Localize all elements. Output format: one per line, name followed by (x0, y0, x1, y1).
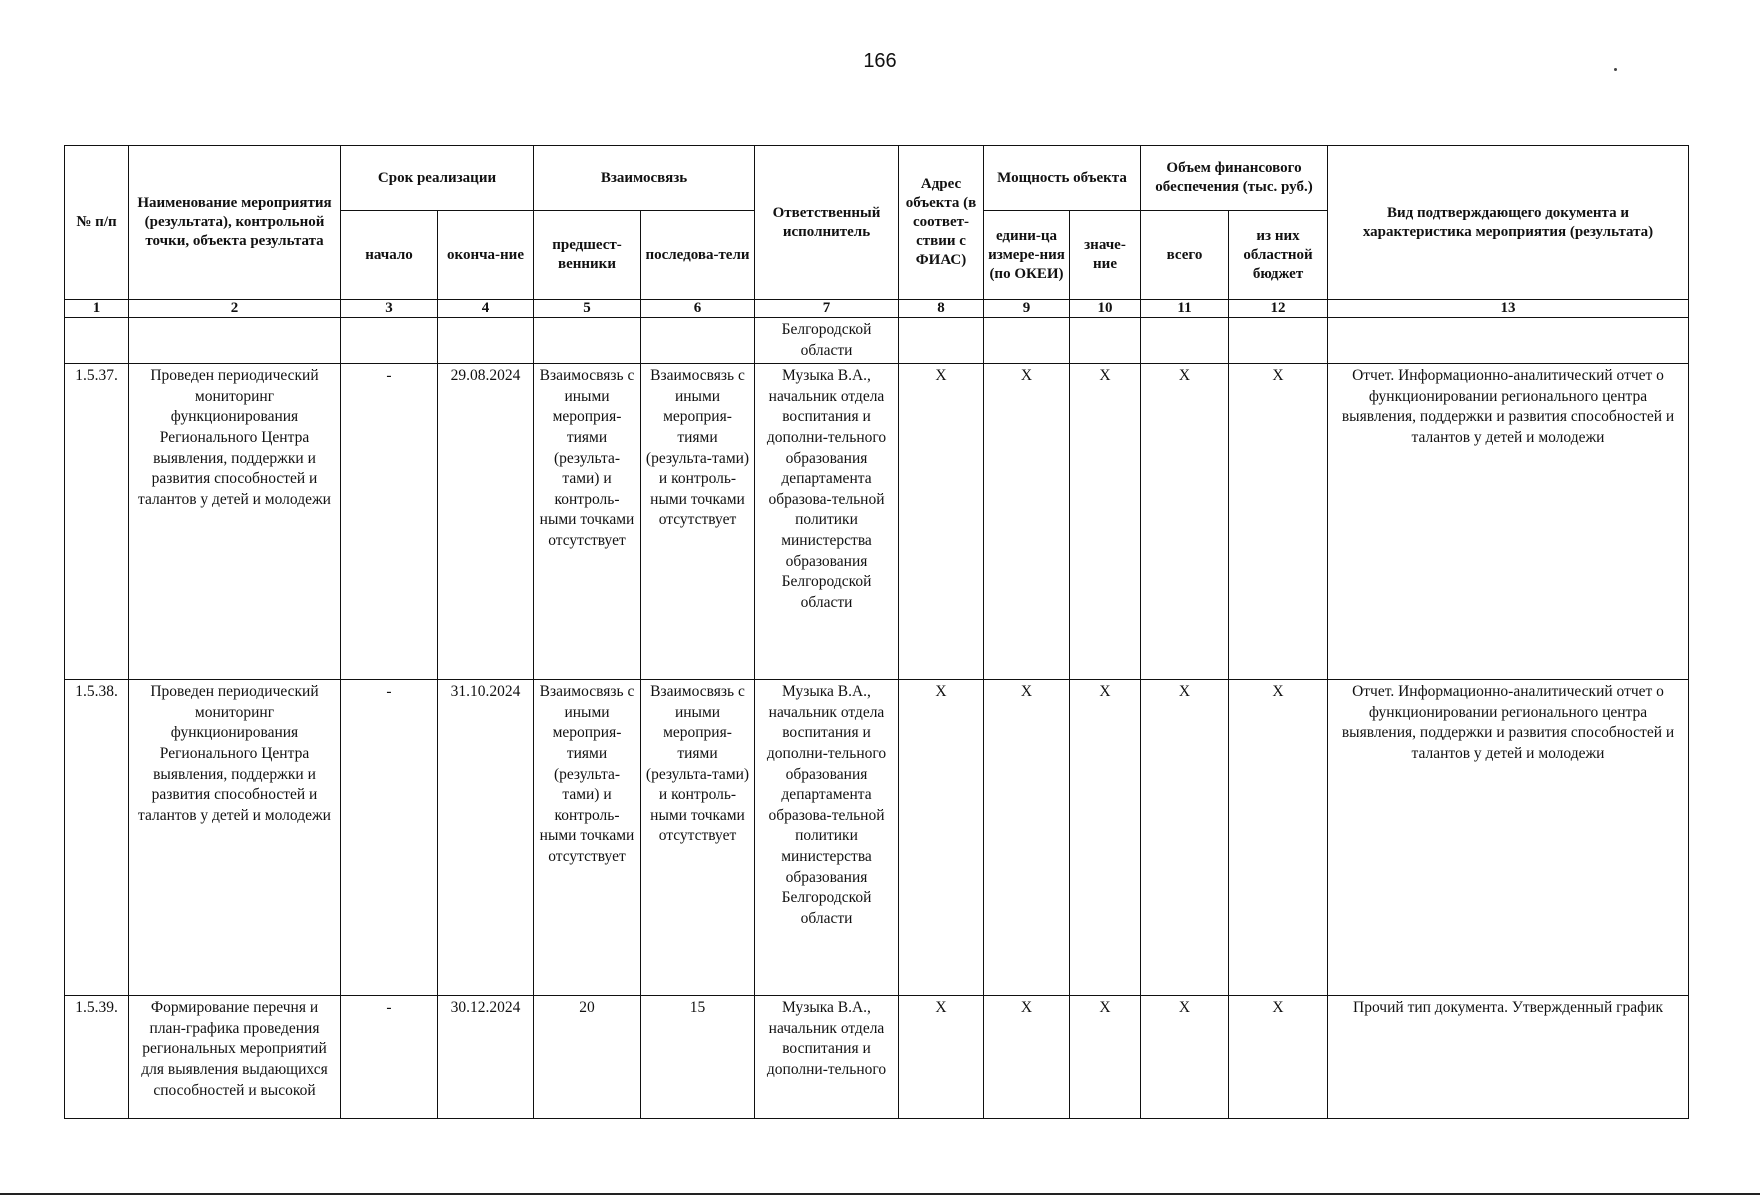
header-regional: из них областной бюджет (1229, 211, 1328, 300)
cell-predecessors: 20 (534, 996, 641, 1119)
cell-end: 31.10.2024 (438, 680, 534, 996)
header-total: всего (1141, 211, 1229, 300)
header-doc-type: Вид подтверждающего документа и характеристика мероприятия (результата) (1328, 146, 1689, 300)
header-value: значе-ние (1070, 211, 1141, 300)
cell-end: 30.12.2024 (438, 996, 534, 1119)
header-finance: Объем финансового обеспечения (тыс. руб.) (1141, 146, 1328, 211)
cell-unit: Х (984, 996, 1070, 1119)
column-number: 6 (641, 300, 755, 318)
header-row-1 (65, 146, 1689, 211)
header-successors: последова-тели (641, 211, 755, 300)
column-number: 13 (1328, 300, 1689, 318)
column-number: 11 (1141, 300, 1229, 318)
cell-value: Х (1070, 680, 1141, 996)
header-term-end: оконча-ние (438, 211, 534, 300)
cell-total: Х (1141, 364, 1229, 680)
cell-responsible: Музыка В.А., начальник отдела воспитания и дополни-тельного образования департамента образова-тельной политики министерства образования Белгородской области (755, 680, 899, 996)
cell-responsible: Музыка В.А., начальник отдела воспитания и дополни-тельного (755, 996, 899, 1119)
cell-successors: 15 (641, 996, 755, 1119)
cell-regional: Х (1229, 680, 1328, 996)
column-number: 5 (534, 300, 641, 318)
column-number: 4 (438, 300, 534, 318)
column-number: 10 (1070, 300, 1141, 318)
bottom-rule (0, 1193, 1760, 1195)
cell-doc: Прочий тип документа. Утвержденный график (1328, 996, 1689, 1119)
cell-start: - (341, 364, 438, 680)
cell-address: Х (899, 996, 984, 1119)
cell-start: - (341, 680, 438, 996)
cell-unit: Х (984, 364, 1070, 680)
cell-responsible: Музыка В.А., начальник отдела воспитания и дополни-тельного образования департамента образова-тельной политики министерства образования Белгородской области (755, 364, 899, 680)
column-number: 12 (1229, 300, 1328, 318)
column-number: 3 (341, 300, 438, 318)
cell-total: Х (1141, 680, 1229, 996)
cell-end: 29.08.2024 (438, 364, 534, 680)
header-name: Наименование мероприятия (результата), контрольной точки, объекта результата (129, 146, 341, 300)
cell-successors: Взаимосвязь с иными мероприя-тиями (результа-тами) и контроль-ными точками отсутствует (641, 680, 755, 996)
column-number: 8 (899, 300, 984, 318)
plan-table (64, 145, 1689, 1119)
cell-address: Х (899, 364, 984, 680)
cell-unit: Х (984, 680, 1070, 996)
cell-name: Проведен периодический мониторинг функционирования Регионального Центра выявления, поддержки и развития способностей и талантов у детей и молодежи (129, 680, 341, 996)
cell-total: Х (1141, 996, 1229, 1119)
cell-responsible: Белгородской области (755, 318, 899, 364)
header-term: Срок реализации (341, 146, 534, 211)
table-row (65, 996, 1689, 1119)
table-row (65, 364, 1689, 680)
cell-num: 1.5.37. (65, 364, 129, 680)
cell-num: 1.5.39. (65, 996, 129, 1119)
column-number: 2 (129, 300, 341, 318)
cell-address: Х (899, 680, 984, 996)
column-number: 9 (984, 300, 1070, 318)
cell-value: Х (1070, 364, 1141, 680)
header-relation: Взаимосвязь (534, 146, 755, 211)
header-unit: едини-ца измере-ния (по ОКЕИ) (984, 211, 1070, 300)
page-number: 166 (863, 50, 897, 72)
cell-predecessors: Взаимосвязь с иными мероприя-тиями (результа-тами) и контроль-ными точками отсутствует (534, 680, 641, 996)
header-predecessors: предшест-венники (534, 211, 641, 300)
column-number: 7 (755, 300, 899, 318)
cell-doc: Отчет. Информационно-аналитический отчет о функционировании регионального центра выявления, поддержки и развития способностей и талантов у детей и молодежи (1328, 364, 1689, 680)
cell-regional: Х (1229, 364, 1328, 680)
cell-successors: Взаимосвязь с иными мероприя-тиями (результа-тами) и контроль-ными точками отсутствует (641, 364, 755, 680)
header-address: Адрес объекта (в соответ-ствии с ФИАС) (899, 146, 984, 300)
table-row (65, 680, 1689, 996)
header-num: № п/п (65, 146, 129, 300)
cell-value: Х (1070, 996, 1141, 1119)
cell-start: - (341, 996, 438, 1119)
cell-name: Формирование перечня и план-графика проведения региональных мероприятий для выявления выдающихся способностей и высокой (129, 996, 341, 1119)
cell-num: 1.5.38. (65, 680, 129, 996)
header-responsible: Ответственный исполнитель (755, 146, 899, 300)
column-number: 1 (65, 300, 129, 318)
header-term-start: начало (341, 211, 438, 300)
cell-regional: Х (1229, 996, 1328, 1119)
cell-predecessors: Взаимосвязь с иными мероприя-тиями (результа-тами) и контроль-ными точками отсутствует (534, 364, 641, 680)
header-capacity: Мощность объекта (984, 146, 1141, 211)
cell-doc: Отчет. Информационно-аналитический отчет о функционировании регионального центра выявления, поддержки и развития способностей и талантов у детей и молодежи (1328, 680, 1689, 996)
column-number-row (65, 300, 1689, 318)
cell-name: Проведен периодический мониторинг функционирования Регионального Центра выявления, поддержки и развития способностей и талантов у детей и молодежи (129, 364, 341, 680)
table-row-continuation (65, 318, 1689, 364)
scan-speck (1614, 68, 1617, 71)
